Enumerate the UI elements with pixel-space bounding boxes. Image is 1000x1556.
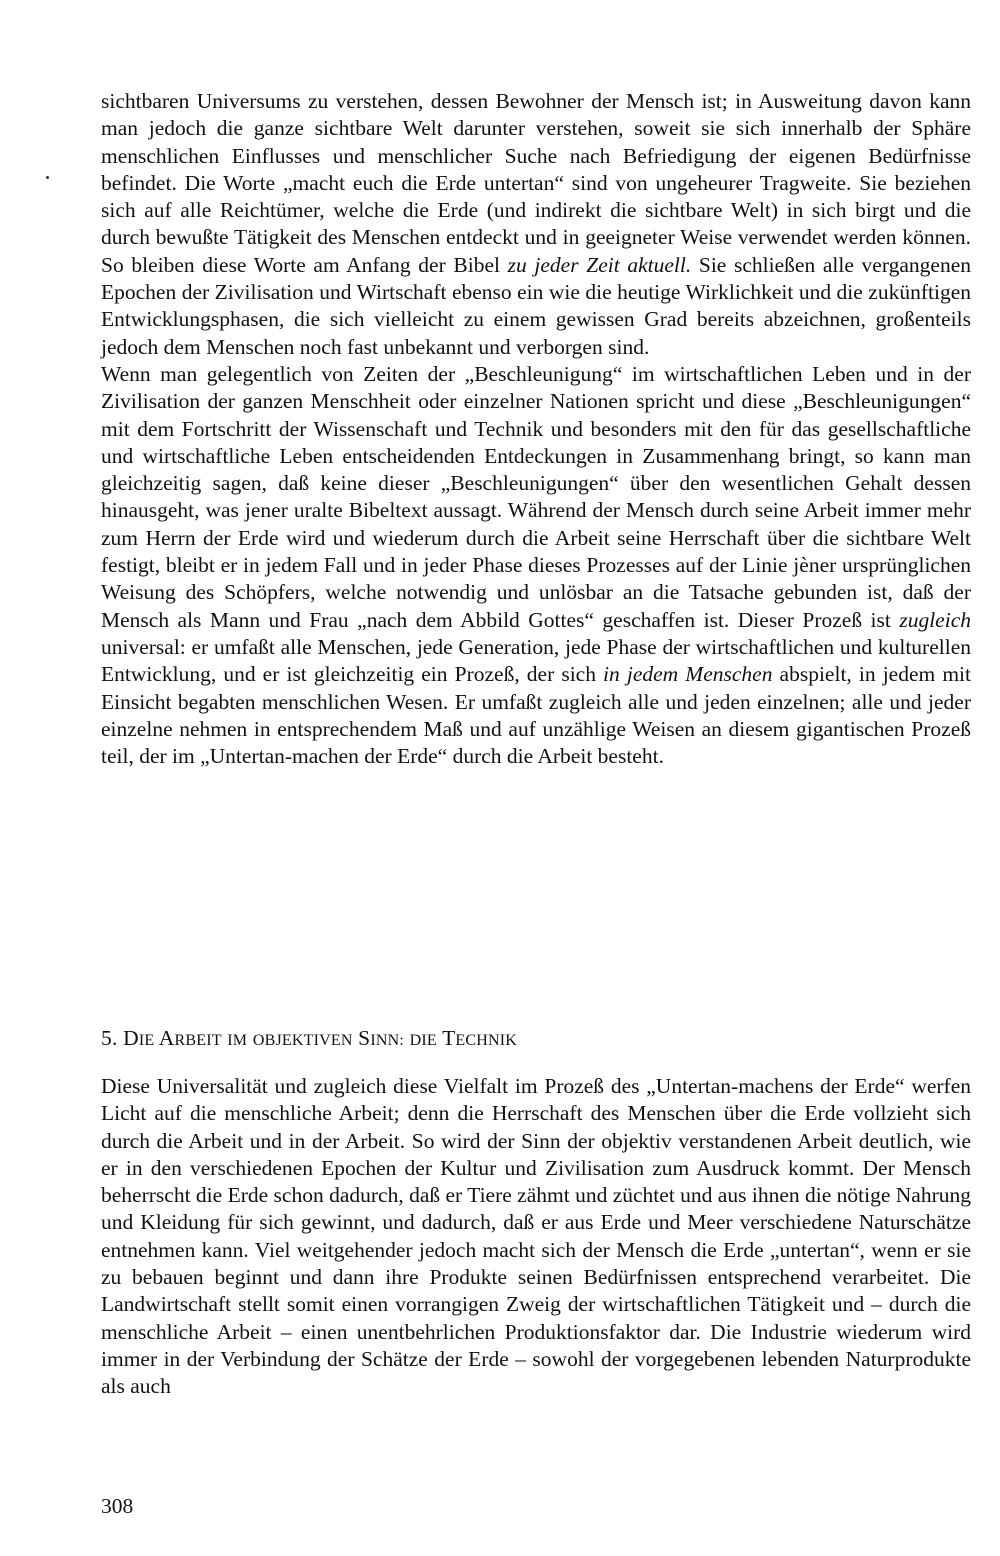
paragraph-1-text-b: Sie schließen alle vergangenen Epochen der Zivilisation und Wirtschaft ebenso ein wie die heutige Wirklichkeit und die zukünftigen Entwicklungsphasen, die sich vielleicht zu einem gewissen Grad bereits abzeichnen, großenteils jedoch dem Menschen noch fast unbekannt und verborgen sind. — [101, 252, 971, 359]
section-number: 5. — [101, 1026, 118, 1050]
paragraph-2-text-c: abspielt, in jedem mit Einsicht begabten menschlichen Wesen. Er umfaßt zugleich alle und jeden einzelnen; alle und jeder einzelne nehmen in entsprechendem Maß und auf unzählige Weisen an diesem gigantischen Prozeß teil, der im „Untertan-machen der Erde“ durch die Arbeit besteht. — [101, 662, 971, 769]
body-text-top — [101, 88, 971, 770]
paragraph-1-text-a: sichtbaren Universums zu verstehen, dessen Bewohner der Mensch ist; in Ausweitung davon kann man jedoch die ganze sichtbare Welt darunter verstehen, soweit sie sich innerhalb der Sphäre menschlichen Einflusses und menschlicher Suche nach Befriedigung der eigenen Bedürfnisse befindet. Die Worte „macht euch die Erde untertan“ sind von ungeheurer Tragweite. Sie beziehen sich auf alle Reichtümer, welche die Erde (und indirekt die sichtbare Welt) in sich birgt und die durch bewußte Tätigkeit des Menschen entdeckt und in geeigneter Weise verwendet werden können. So bleiben diese Worte am Anfang der Bibel — [101, 89, 971, 277]
page-number: 308 — [101, 1494, 134, 1518]
print-speck — [46, 176, 49, 179]
paragraph-3: Diese Universalität und zugleich diese Vielfalt im Prozeß des „Untertan-machens der Erde“ werfen Licht auf die menschliche Arbeit; denn die Herrschaft des Menschen über die Erde vollzieht sich durch die Arbeit und in der Arbeit. So wird der Sinn der objektiv verstandenen Arbeit deutlich, wie er in den verschiedenen Epochen der Kultur und Zivilisation zum Ausdruck kommt. Der Mensch beherrscht die Erde schon dadurch, daß er Tiere zähmt und züchtet und aus ihnen die nötige Nahrung und Kleidung für sich gewinnt, und dadurch, daß er aus Erde und Meer verschiedene Naturschätze entnehmen kann. Viel weitgehender jedoch macht sich der Mensch die Erde „untertan“, wenn er sie zu bebauen beginnt und dann ihre Produkte seinen Bedürfnissen entsprechend verarbeitet. Die Landwirtschaft stellt somit einen vorrangigen Zweig der wirtschaftlichen Tätigkeit und – durch die menschliche Arbeit – einen unentbehrlichen Produktionsfaktor dar. Die Industrie wiederum wird immer in der Verbindung der Schätze der Erde – sowohl der vorgegebenen lebenden Naturprodukte als auch — [101, 1074, 971, 1399]
paragraph-2-text-a: Wenn man gelegentlich von Zeiten der „Beschleunigung“ im wirtschaftlichen Leben und in der Zivilisation der ganzen Menschheit oder einzelner Nationen spricht und diese „Beschleunigungen“ mit dem Fortschritt der Wissenschaft und Technik und besonders mit den für das gesellschaftliche und wirtschaftliche Leben entscheidenden Entdeckungen in Zusammenhang bringt, so kann man gleichzeitig sagen, daß keine dieser „Beschleunigungen“ über den wesentlichen Gehalt dessen hinausgeht, was jener uralte Bibeltext aussagt. Während der Mensch durch seine Arbeit immer mehr zum Herrn der Erde wird und wiederum durch die Arbeit seine Herrschaft über die sichtbare Welt festigt, bleibt er in jedem Fall und in jeder Phase dieses Prozesses auf der Linie jèner ursprünglichen Weisung des Schöpfers, welche notwendig und unlösbar an die Tatsache gebunden ist, daß der Mensch als Mann und Frau „nach dem Abbild Gottes“ geschaffen ist. Dieser Prozeß ist — [101, 361, 971, 632]
paragraph-1 — [101, 88, 971, 361]
paragraph-1-emphasis: zu jeder Zeit aktuell. — [507, 252, 692, 277]
section-heading — [101, 1025, 517, 1054]
paragraph-2-text-b: universal: er umfaßt alle Menschen, jede Generation, jede Phase der wirtschaftlichen und kulturellen Entwicklung, und er ist gleichzeitig ein Prozeß, der sich — [101, 634, 971, 687]
section-title: DIE ARBEIT IM OBJEKTIVEN SINN: DIE TECHNIK — [123, 1026, 518, 1050]
paragraph-2-emphasis-a: zugleich — [899, 607, 971, 632]
paragraph-2-emphasis-b: in jedem Menschen — [603, 662, 773, 687]
body-text-bottom — [101, 1073, 971, 1401]
paragraph-2 — [101, 361, 971, 770]
